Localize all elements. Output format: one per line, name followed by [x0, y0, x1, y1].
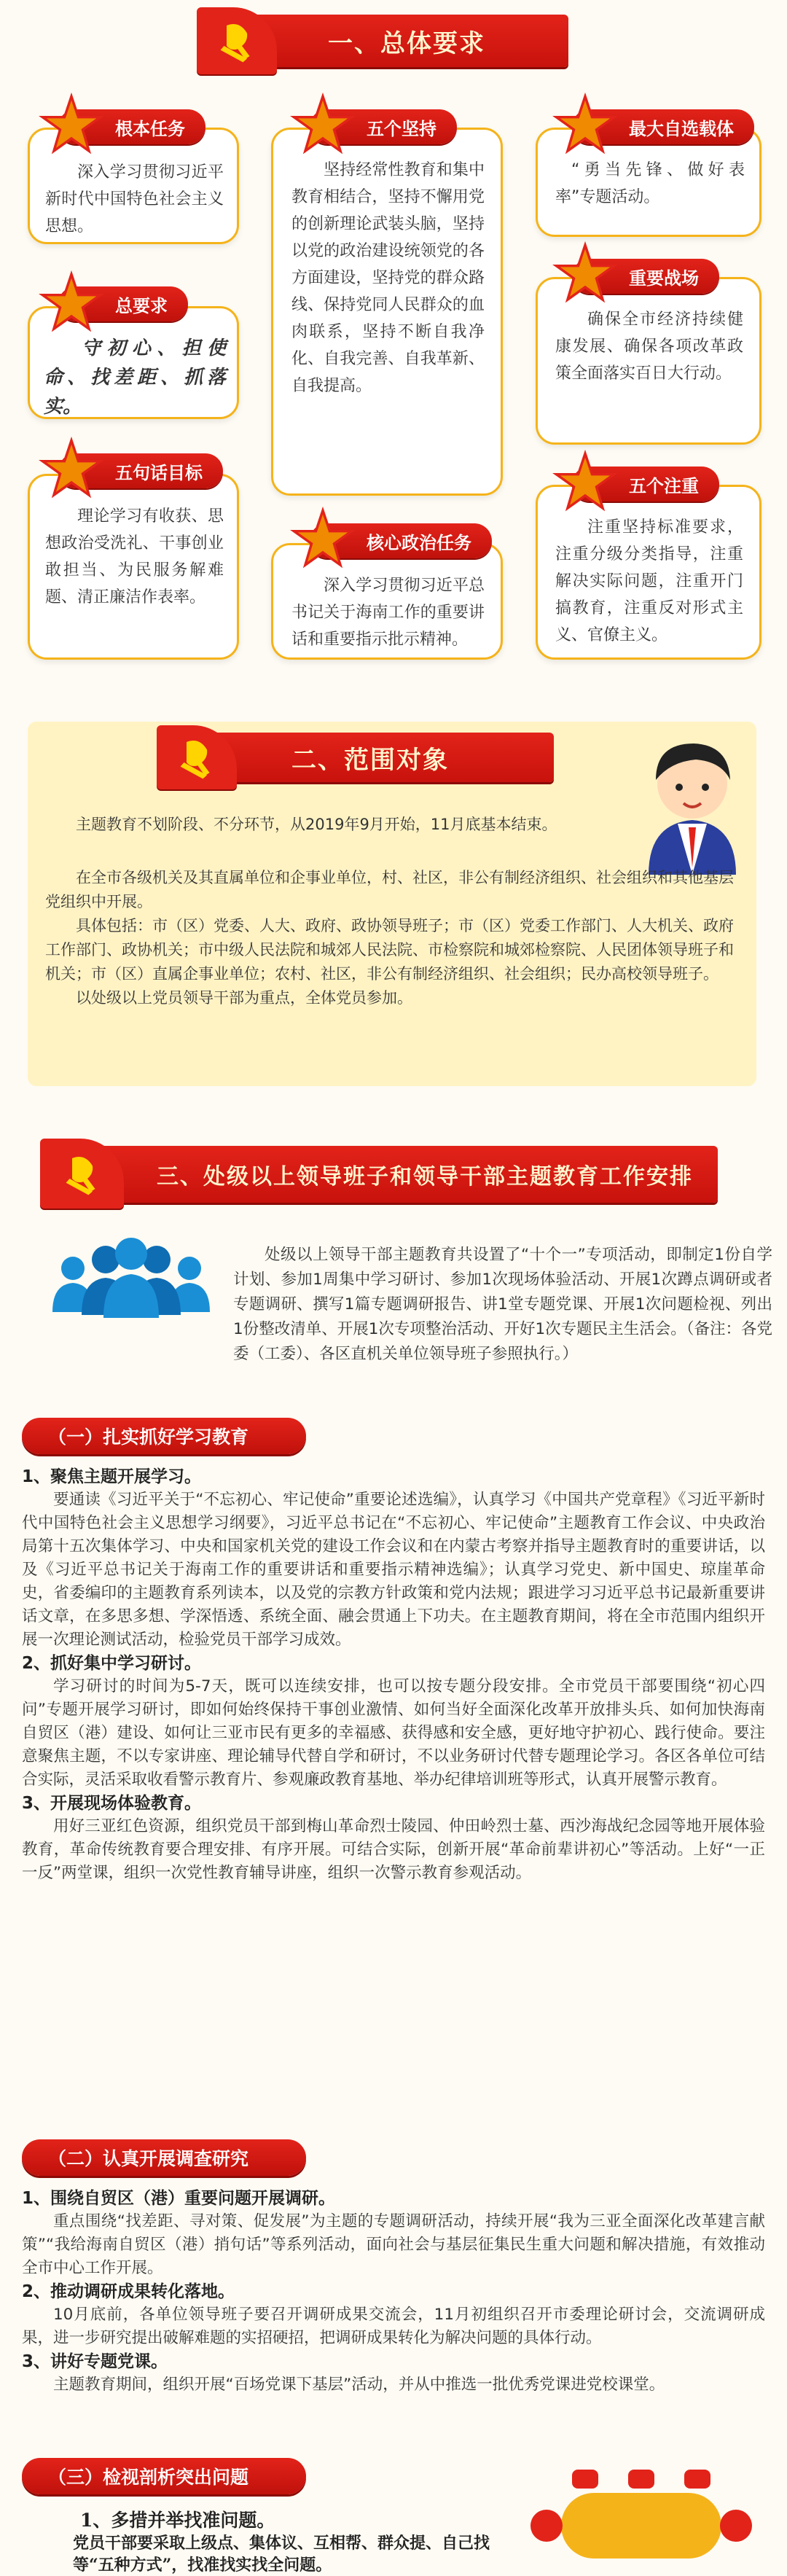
sub1-item2-heading: 2、抓好集中学习研讨。: [22, 1654, 202, 1673]
card-zhuzhong-text: 注重坚持标准要求，注重分级分类指导，注重解决实际问题，注重开门搞教育，注重反对形式主义、官僚主义。: [555, 518, 743, 644]
sub3-title: （三）检视剖析突出问题: [48, 2467, 249, 2488]
sub1-item2-text: 学习研讨的时间为5-7天，既可以连续安排，也可以按专题分段安排。全市党员干部要围绕“初心四问”专题开展学习研讨，即如何始终保持干事创业激情、如何当好全面深化改革开放排头兵、如何加快海南自贸区（港）建设、如何让三亚市民有更多的幸福感、获得感和安全感，更好地守护初心、践行使命。要注意聚焦主题，不以专家讲座、理论辅导代替自学和研讨，不以业务研讨代替专题理论学习。各区各单位可结合实际，灵活采取收看警示教育片、参观廉政教育基地、举办纪律培训班等形式，认真开展警示教育。: [22, 1677, 765, 1789]
section2-para-1: 主题教育不划阶段、不分环节，从2019年9月开始，11月底基本结束。: [76, 816, 557, 833]
sub2-item3-heading: 3、讲好专题党课。: [22, 2352, 168, 2371]
sub1-item3-text: 用好三亚红色资源，组织党员干部到梅山革命烈士陵园、仲田岭烈士墓、西沙海战纪念园等地开展体验教育，革命传统教育要合理安排、有序开展。可结合实际，创新开展“革命前辈讲初心”等活动。上好“一正一反”两堂课，组织一次党性教育辅导讲座，组织一次警示教育参观活动。: [22, 1817, 765, 1882]
section2-title: 二、范围对象: [291, 745, 449, 775]
sub2-item1-heading: 1、围绕自贸区（港）重要问题开展调研。: [22, 2189, 336, 2208]
star-icon: [554, 242, 616, 305]
sub1-item1-text: 要通读《习近平关于“不忘初心、牢记使命”重要论述选编》，认真学习《中国共产党章程》《习近平新时代中国特色社会主义思想学习纲要》，习近平总书记在“不忘初心、牢记使命”主题教育工作会议、中央政治局第十五次集体学习、中央和国家机关党的建设工作会议和在内蒙古考察并指导主题教育时的重要讲话，以及《习近平总书记关于海南工作的重要讲话和重要指示精神选编》；认真学习党史、新中国史、琼崖革命史，省委编印的主题教育系列读本，以及党的宗教方针政策和党内法规；跟进学习习近平总书记最新重要讲话文章，在多思多想、学深悟透、系统全面、融会贯通上下功夫。在主题教育期间，将在全市范围内组织开展一次理论测试活动，检验党员干部学习成效。: [22, 1491, 765, 1649]
card-zhongyao-text: 确保全市经济持续健康发展、确保各项改革政策全面落实百日大行动。: [555, 311, 743, 383]
star-icon: [291, 507, 354, 570]
card-zongyaoqiu-title: 总要求: [115, 295, 168, 316]
card-genben-title: 根本任务: [115, 118, 185, 139]
sub3-banner: [22, 2458, 306, 2494]
card-zuida-text: “勇当先锋、做好表率”专题活动。: [555, 161, 745, 206]
cartoon-official-icon: [627, 722, 758, 875]
section2-banner: [182, 733, 554, 782]
card-genben-text: 深入学习贯彻习近平新时代中国特色社会主义思想。: [45, 163, 224, 235]
sub2-banner: [22, 2139, 306, 2176]
card-hexin-text: 深入学习贯彻习近平总书记关于海南工作的重要讲话和重要指示批示精神。: [291, 577, 485, 649]
section3-title: 三、处级以上领导班子和领导干部主题教育工作安排: [157, 1164, 693, 1190]
sub1-item3-heading: 3、开展现场体验教育。: [22, 1794, 202, 1813]
sub1-body: [22, 1465, 765, 1885]
card-wuge-title: 五个坚持: [367, 118, 436, 139]
sub1-item1-heading: 1、聚焦主题开展学习。: [22, 1467, 202, 1486]
star-icon: [554, 450, 616, 513]
sub1-title: （一）扎实抓好学习教育: [48, 1426, 249, 1448]
section3-intro-text: 处级以上领导干部主题教育共设置了“十个一”专项活动，即制定1份自学计划、参加1周集中学习研讨、参加1次现场体验活动、开展1次蹲点调研或者专题调研、撰写1篇专题调研报告、讲1堂专题党课、开展1次问题检视、列出1份整改清单、开展1次专项整治活动、开好1次专题民主生活会。（备注：各党委（工委）、各区直机关单位领导班子参照执行。）: [233, 1246, 772, 1363]
people-group-icon: [44, 1232, 219, 1319]
sub2-item2-heading: 2、推动调研成果转化落地。: [22, 2282, 235, 2301]
sub1-banner: [22, 1418, 306, 1454]
sub2-body: [22, 2187, 765, 2397]
card-hexin-title: 核心政治任务: [367, 532, 471, 553]
card-wujuhua-text: 理论学习有收获、思想政治受洗礼、干事创业敢担当、为民服务解难题、清正廉洁作表率。: [45, 507, 224, 606]
section1-title: 一、总体要求: [328, 28, 485, 58]
sub2-item2-text: 10月底前，各单位领导班子要召开调研成果交流会，11月初组织召开市委理论研讨会，交流调研成果，进一步研究提出破解难题的实招硬招，把调研成果转化为解决问题的具体行动。: [22, 2306, 765, 2347]
section2-text: [45, 813, 621, 837]
star-icon: [40, 93, 103, 156]
sub2-item3-text: 主题教育期间，组织开展“百场党课下基层”活动，并从中推选一批优秀党课进党校课堂。: [53, 2376, 665, 2394]
card-zhuzhong-title: 五个注重: [629, 475, 699, 496]
star-icon: [40, 271, 103, 334]
card-zuida-title: 最大自选载体: [629, 118, 734, 139]
section2-para-4: 以处级以上党员领导干部为重点，全体党员参加。: [76, 989, 412, 1007]
section3-intro: [233, 1243, 772, 1363]
sub2-item1-text: 重点围绕“找差距、寻对策、促发展”为主题的专题调研活动，持续开展“我为三亚全面深化改革建言献策”“我给海南自贸区（港）捎句话”等系列活动，面向社会与基层征集民生重大问题和解决措施，有效推动全市中心工作开展。: [22, 2212, 765, 2277]
section2-para-2: 在全市各级机关及其直属单位和企事业单位，村、社区，非公有制经济组织、社会组织和其他基层党组织中开展。: [45, 869, 734, 910]
sub3-item1-heading: 1、多措并举找准问题。: [80, 2510, 275, 2531]
card-zhongyao-title: 重要战场: [629, 268, 699, 289]
section2-para-3: 具体包括：市（区）党委、人大、政府、政协领导班子；市（区）党委工作部门、人大机关、政府工作部门、政协机关；市中级人民法院和城郊人民法院、市检察院和城郊检察院、人民团体领导班子和机关；市（区）直属企事业单位；农村、社区，非公有制经济组织、社会组织；民办高校领导班子。: [45, 917, 734, 983]
section2-text-cont: [45, 866, 745, 1010]
star-icon: [40, 437, 103, 500]
card-wuge-text: 坚持经常性教育和集中教育相结合，坚持不懈用党的创新理论武装头脑，坚持以党的政治建设统领党的各方面建设，坚持党的群众路线、保持党同人民群众的血肉联系，坚持不断自我净化、自我完善、自我革新、自我提高。: [291, 161, 485, 395]
section3-banner: [69, 1146, 718, 1203]
card-wujuhua-title: 五句话目标: [115, 462, 203, 483]
meeting-table-icon: [517, 2464, 765, 2564]
card-zongyaoqiu-text: 守初心、担使命、找差距、抓落实。: [44, 337, 226, 418]
star-icon: [291, 93, 354, 156]
sub3-item1-text: 党员干部要采取上级点、集体议、互相帮、群众提、自己找等“五种方式”，找准找实找全问题。: [73, 2534, 490, 2575]
star-icon: [554, 93, 616, 156]
sub2-title: （二）认真开展调查研究: [48, 2148, 249, 2169]
